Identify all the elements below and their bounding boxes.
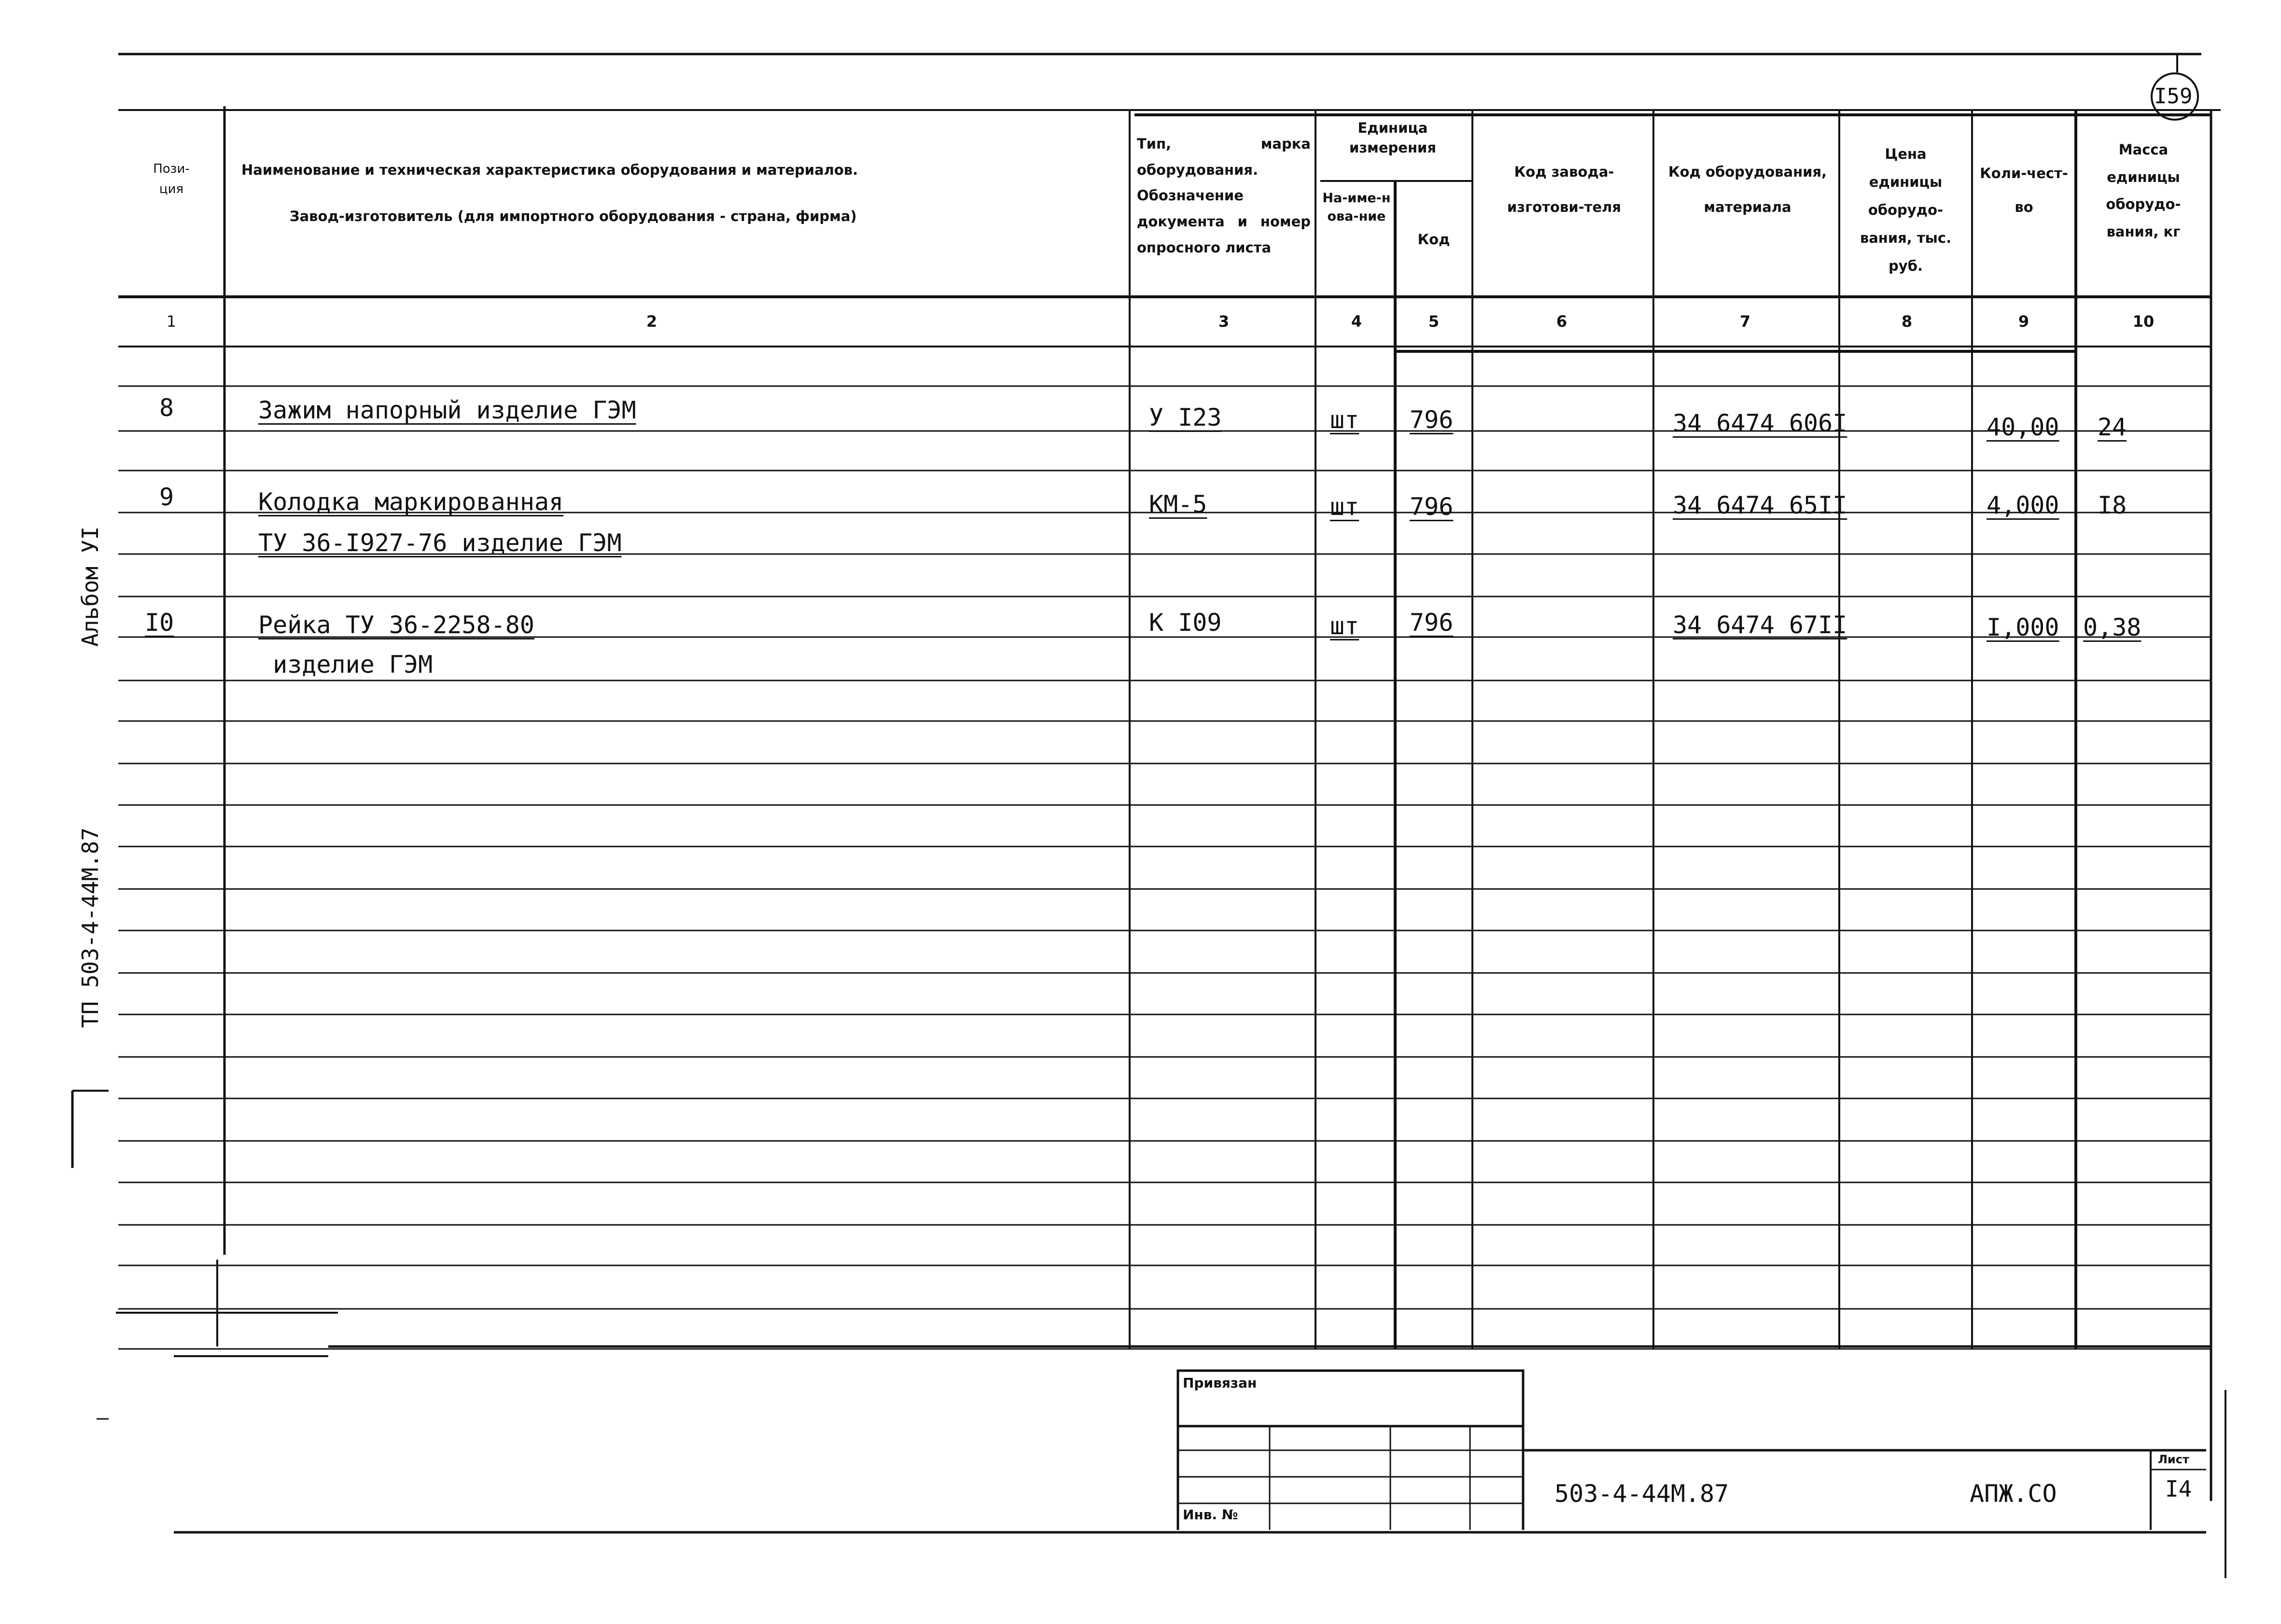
stamp-code: АПЖ.СО [1970,1480,2057,1508]
table-row-9-name: Колодка маркированная [258,488,564,516]
col-num-4: 4 [1351,312,1362,331]
table-row-9-name2: ТУ 36-I927-76 изделие ГЭМ [258,529,622,557]
table-row-10-name: Рейка ТУ 36-2258-80 [258,611,534,639]
header-qty: Коли-чест-во [1980,165,2068,215]
header-name-line2: Завод-изготовитель (для импортного оборудования - страна, фирма) [290,208,857,224]
sheet-mark: I59 [2154,84,2193,109]
col-num-1: 1 [166,312,177,331]
col-num-6: 6 [1556,312,1567,331]
header-position: Пози- ция [153,162,190,196]
col-num-10: 10 [2132,312,2155,331]
table-row-9-type: КМ-5 [1149,490,1207,518]
header-type: Тип, марка оборудования. Обозначение документа и номер опросного листа [1137,136,1311,256]
table-row-9-code: 796 [1410,493,1454,521]
stamp-designation: 503-4-44М.87 [1554,1480,1729,1508]
header-unit-name: На-име-нова-ние [1322,191,1391,224]
col-num-7: 7 [1739,312,1751,331]
header-equip-code: Код оборудования, материала [1668,164,1827,215]
table-row-9-equip: 34 6474 65II [1673,491,1847,519]
table-row-8-code: 796 [1410,406,1454,434]
table-row-8-mass: 24 [2098,413,2127,441]
col-num-9: 9 [2018,312,2029,331]
table-row-10-pos: I0 [145,609,174,637]
stamp-sheet-label: Лист [2158,1453,2189,1466]
header-unit-code: Код [1417,231,1450,248]
header-name-line1: Наименование и техническая характеристика оборудования и материалов. [241,162,858,178]
header-price: Цена единицы оборудо-вания, тыс. руб. [1860,146,1952,274]
table-row-9-unit: шт [1330,493,1359,521]
header-unit: Единица измерения [1349,120,1436,156]
table-row-10-code: 796 [1410,609,1454,637]
stamp-inv: Инв. № [1183,1507,1238,1523]
table-row-9-pos: 9 [159,483,174,511]
table-row-8-pos: 8 [159,394,174,422]
col-num-5: 5 [1428,312,1440,331]
col-num-8: 8 [1901,312,1913,331]
table-row-10-type: К I09 [1149,609,1222,637]
table-row-10-unit: шт [1330,612,1359,640]
table-row-8-qty: 40,00 [1987,413,2059,441]
table-row-10-qty: I,000 [1987,613,2059,641]
table-row-9-mass: I8 [2098,491,2127,519]
header-mass: Масса единицы оборудо-вания, кг [2106,141,2181,240]
stamp-attached: Привязан [1183,1375,1257,1391]
side-doc-label: ТП 503-4-44М.87 [77,827,103,1028]
side-album-label: Альбом УI [77,526,103,647]
header-plant-code: Код завода-изготови-теля [1507,164,1622,215]
col-num-3: 3 [1218,312,1230,331]
col-num-2: 2 [646,312,658,331]
table-row-8-type: У I23 [1149,403,1222,431]
table-row-9-qty: 4,000 [1987,491,2059,519]
stamp-sheet-number: I4 [2165,1476,2192,1502]
table-row-10-mass: 0,38 [2083,613,2141,641]
table-row-8-equip: 34 6474 606I [1673,409,1847,437]
table-row-8-name: Зажим напорный изделие ГЭМ [258,396,636,424]
table-row-8-unit: шт [1330,406,1359,434]
table-row-10-equip: 34 6474 67II [1673,611,1847,639]
table-row-10-name2: изделие ГЭМ [258,651,433,679]
